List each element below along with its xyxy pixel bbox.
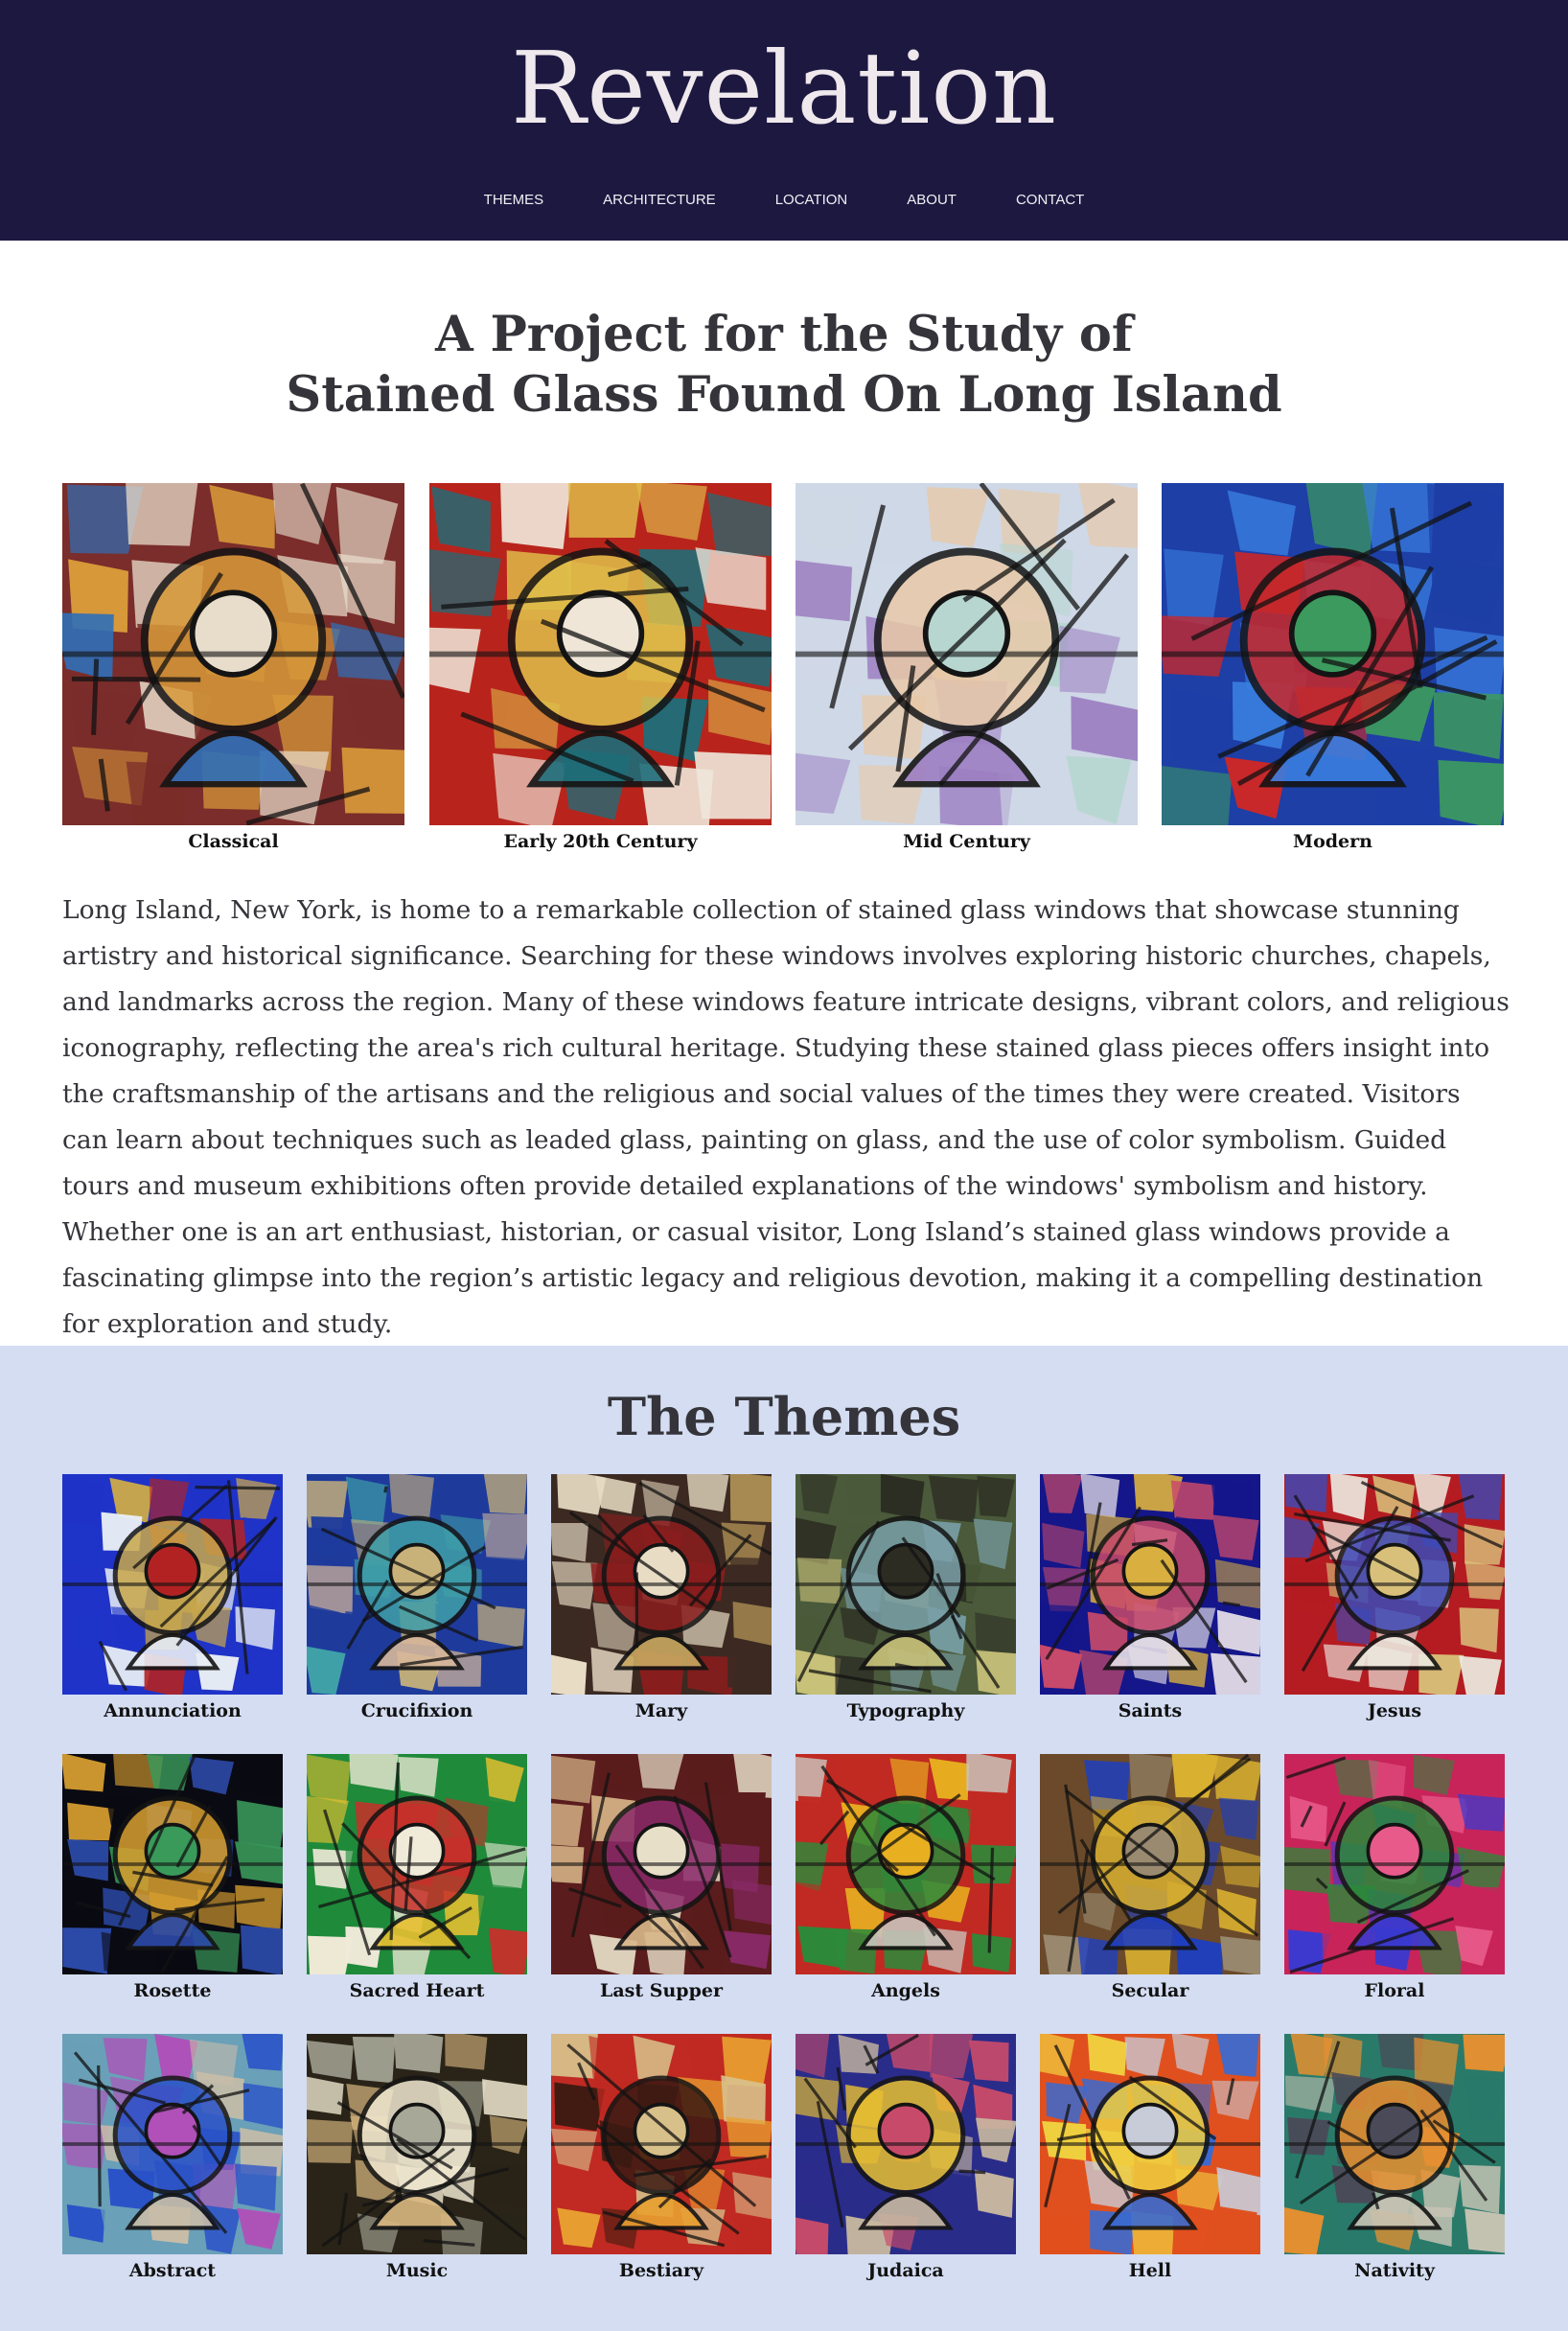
- nav-item-about[interactable]: ABOUT: [907, 192, 957, 208]
- crucifix-window-image[interactable]: [307, 1474, 527, 1695]
- nativity-window-image[interactable]: [1284, 2034, 1505, 2254]
- theme-tile-last-supper[interactable]: [551, 1754, 772, 2001]
- theme-tile-saints[interactable]: [1040, 1474, 1260, 1721]
- dove-window-image[interactable]: [62, 1474, 283, 1695]
- musician-window-image[interactable]: [307, 2034, 527, 2254]
- theme-tile-nativity[interactable]: [1284, 2034, 1505, 2281]
- theme-caption: Typography: [846, 1700, 965, 1721]
- theme-caption: Crucifixion: [360, 1700, 473, 1721]
- site-header: [0, 0, 1568, 241]
- nav-item-architecture[interactable]: ARCHITECTURE: [603, 192, 716, 208]
- era-caption: Early 20th Century: [503, 831, 698, 852]
- page-title-line-2: Stained Glass Found On Long Island: [286, 366, 1282, 424]
- nav-item-location[interactable]: LOCATION: [774, 192, 848, 208]
- nav-item-themes[interactable]: THEMES: [483, 192, 544, 208]
- era-caption: Classical: [188, 831, 279, 852]
- theme-tile-music[interactable]: [307, 2034, 527, 2281]
- theme-caption: Sacred Heart: [349, 1980, 485, 2001]
- theme-tile-hell[interactable]: [1040, 2034, 1260, 2281]
- theme-tile-jesus[interactable]: [1284, 1474, 1505, 1721]
- scroll-lettering-window-image[interactable]: [796, 1474, 1016, 1695]
- mary-window-image[interactable]: [551, 1474, 772, 1695]
- era-tile-classical[interactable]: [62, 483, 404, 852]
- theme-tile-typography[interactable]: [796, 1474, 1016, 1721]
- theme-tile-floral[interactable]: [1284, 1754, 1505, 2001]
- themes-heading: The Themes: [607, 1386, 961, 1447]
- quatrefoil-window-image[interactable]: [796, 483, 1138, 825]
- jesus-window-image[interactable]: [1284, 1474, 1505, 1695]
- era-caption: Mid Century: [903, 831, 1030, 852]
- theme-tile-judaica[interactable]: [796, 2034, 1016, 2281]
- saint-portrait-window-image[interactable]: [1040, 1474, 1260, 1695]
- lion-window-image[interactable]: [551, 2034, 772, 2254]
- theme-caption: Jesus: [1367, 1700, 1422, 1721]
- angel-face-window-image[interactable]: [62, 483, 404, 825]
- theme-caption: Floral: [1364, 1980, 1425, 2001]
- theme-caption: Mary: [634, 1700, 688, 1721]
- theme-caption: Secular: [1111, 1980, 1189, 2001]
- knight-window-image[interactable]: [1040, 1754, 1260, 1974]
- page-title: [0, 305, 1568, 426]
- theme-tile-rosette[interactable]: [62, 1754, 283, 2001]
- themes-section: [0, 1346, 1568, 2331]
- theme-caption: Saints: [1118, 1700, 1183, 1721]
- dove-abstract-window-image[interactable]: [1162, 483, 1504, 825]
- theme-caption: Abstract: [128, 2260, 217, 2281]
- era-caption: Modern: [1293, 831, 1372, 852]
- abstract-glass-window-image[interactable]: [62, 2034, 283, 2254]
- theme-caption: Rosette: [133, 1980, 212, 2001]
- theme-tile-abstract[interactable]: [62, 2034, 283, 2281]
- theme-tile-mary[interactable]: [551, 1474, 772, 1721]
- iris-window-image[interactable]: [1284, 1754, 1505, 1974]
- theme-tile-crucifixion[interactable]: [307, 1474, 527, 1721]
- rose-window-image[interactable]: [62, 1754, 283, 1974]
- site-title[interactable]: Revelation: [510, 30, 1058, 147]
- nav-item-contact[interactable]: CONTACT: [1015, 192, 1085, 208]
- angel-window-image[interactable]: [796, 1754, 1016, 1974]
- theme-caption: Judaica: [867, 2260, 944, 2281]
- era-tile-modern[interactable]: [1162, 483, 1504, 852]
- woman-with-lamp-window-image[interactable]: [429, 483, 772, 825]
- theme-tile-bestiary[interactable]: [551, 2034, 772, 2281]
- page-title-line-1: A Project for the Study of: [435, 306, 1133, 363]
- hell-fire-window-image[interactable]: [1040, 2034, 1260, 2254]
- theme-caption: Nativity: [1354, 2260, 1435, 2281]
- theme-caption: Annunciation: [104, 1700, 242, 1721]
- theme-caption: Angels: [871, 1980, 940, 2001]
- sacred-heart-window-image[interactable]: [307, 1754, 527, 1974]
- last-supper-window-image[interactable]: [551, 1754, 772, 1974]
- theme-tile-angels[interactable]: [796, 1754, 1016, 2001]
- theme-tile-annunciation[interactable]: [62, 1474, 283, 1721]
- main-nav: [0, 192, 1568, 208]
- theme-caption: Music: [385, 2260, 449, 2281]
- era-tile-mid-century[interactable]: [796, 483, 1138, 852]
- theme-tile-sacred-heart[interactable]: [307, 1754, 527, 2001]
- theme-caption: Last Supper: [600, 1980, 723, 2001]
- theme-tile-secular[interactable]: [1040, 1754, 1260, 2001]
- era-tile-early-20th-century[interactable]: [429, 483, 772, 852]
- tablets-window-image[interactable]: [796, 2034, 1016, 2254]
- intro-paragraph: Long Island, New York, is home to a remarkable collection of stained glass windows that showcase stunning artistry and historical significance. Searching for these windows involves exploring historic churches, chapels, and landmarks across the region. Many of these windows feature intricate designs, vibrant colors, and religious iconography, reflecting the area's rich cultural heritage. Studying these stained glass pieces offers insight into the craftsmanship of the artisans and the religious and social values of the times they were created. Visitors can learn about techniques such as leaded glass, painting on glass, and the use of color symbolism. Guided tours and museum exhibitions often provide detailed explanations of the windows' symbolism and history. Whether one is an art enthusiast, historian, or casual visitor, Long Island’s stained glass windows provide a fascinating glimpse into the region’s artistic legacy and religious devotion, making it a compelling destination for exploration and study.: [62, 895, 1510, 1339]
- theme-caption: Hell: [1128, 2260, 1172, 2281]
- theme-caption: Bestiary: [618, 2260, 704, 2281]
